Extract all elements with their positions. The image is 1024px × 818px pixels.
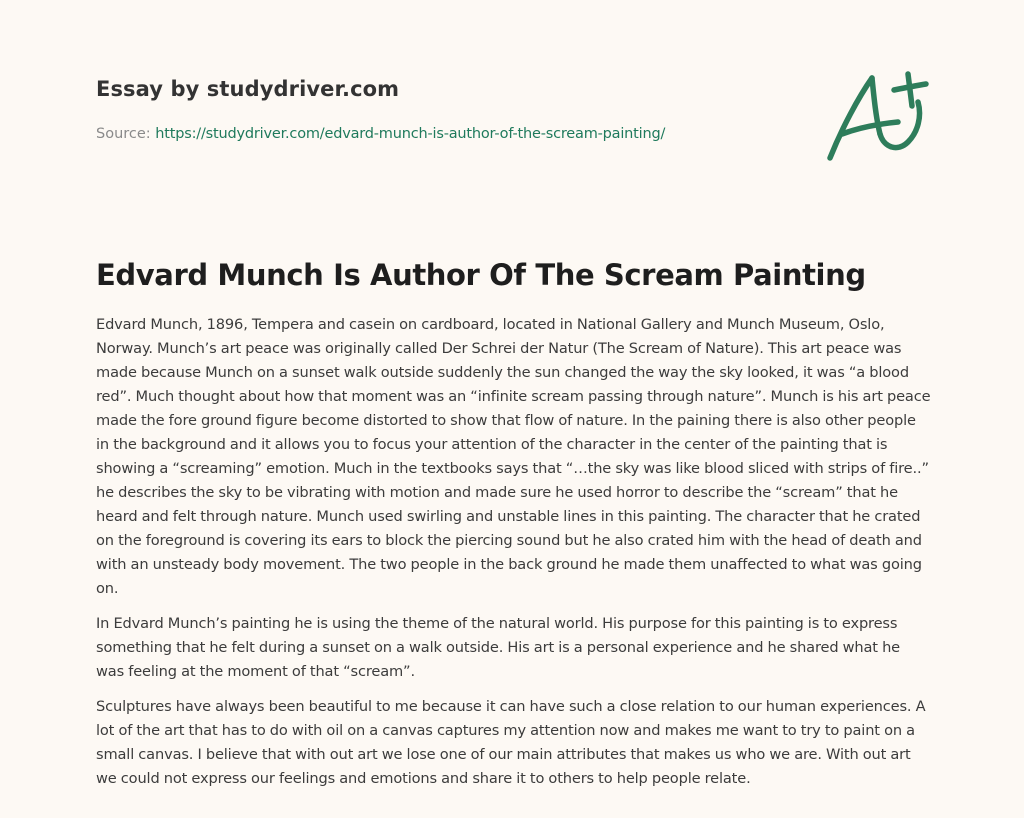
a-plus-grade-icon	[820, 66, 930, 166]
article-paragraph: Sculptures have always been beautiful to me because it can have such a close relation to our human experiences. A lot of the art that has to do with oil on a canvas captures my attention now and makes me want to try to paint on a small canvas. I believe that with out art we lose one of our main attributes that makes us who we are. With out art we could not express our feelings and emotions and share it to others to help people relate.	[96, 698, 926, 787]
site-title: Essay by studydriver.com	[96, 77, 400, 101]
essay-article	[96, 255, 932, 802]
article-paragraph: In Edvard Munch’s painting he is using the theme of the natural world. His purpose for this painting is to express something that he felt during a sunset on a walk outside. His art is a personal experience and he shared what he was feeling at the moment of that “scream”.	[96, 615, 900, 680]
article-paragraph: Edvard Munch, 1896, Tempera and casein on cardboard, located in National Gallery and Munch Museum, Oslo, Norway. Munch’s art peace was originally called Der Schrei der Natur (The Scream of Nature). This art peace was made because Munch on a sunset walk outside suddenly the sun changed the way the sky looked, it was “a blood red”. Much thought about how that moment was an “infinite scream passing through nature”. Munch is his art peace made the fore ground figure become distorted to show that flow of nature. In the paining there is also other people in the background and it allows you to focus your attention of the character in the center of the painting that is showing a “screaming” emotion. Much in the textbooks says that “…the sky was like blood sliced with strips of fire..” he describes the sky to be vibrating with motion and made sure he used horror to describe the “scream” that he heard and felt through nature. Munch used swirling and unstable lines in this painting. The character that he crated on the foreground is covering its ears to block the piercing sound but he also crated him with the head of death and with an unsteady body movement. The two people in the back ground he made them unaffected to what was going on.	[96, 316, 931, 597]
article-title: Edvard Munch Is Author Of The Scream Painting	[96, 258, 866, 292]
source-line	[96, 124, 796, 144]
page-header	[96, 74, 796, 144]
source-label: Source:	[96, 126, 151, 142]
source-link[interactable]: https://studydriver.com/edvard-munch-is-author-of-the-scream-painting/	[155, 126, 666, 142]
